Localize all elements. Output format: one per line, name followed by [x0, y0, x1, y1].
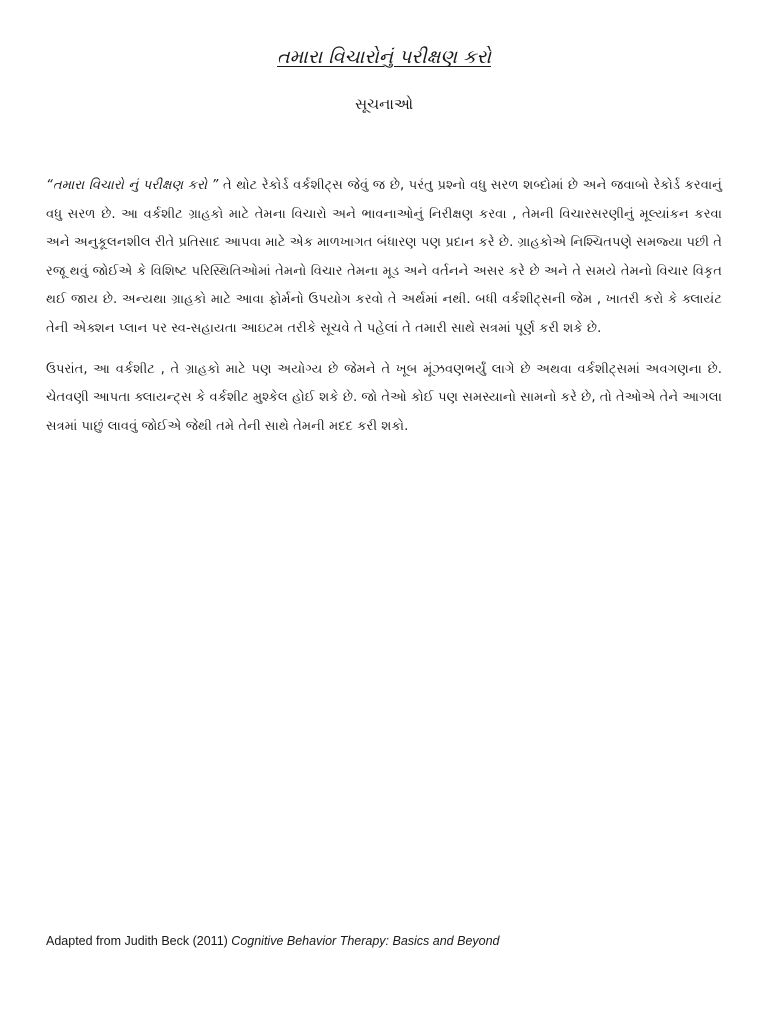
- citation-book-title: Cognitive Behavior Therapy: Basics and Beyond: [231, 934, 500, 948]
- citation-prefix: Adapted from Judith Beck (2011): [46, 934, 232, 948]
- paragraph-text: તે થોટ રેકોર્ડ વર્કશીટ્સ જેવું જ છે, પરંતુ પ્રશ્નો વધુ સરળ શબ્દોમાં છે અને જવાબો રેકોર્ડ કરવાનું વધુ સરળ છે. આ વર્કશીટ ગ્રાહકો માટે તેમના વિચારો અને ભાવનાઓનું નિરીક્ષણ કરવા , તેમની વિચારસરણીનું મૂલ્યાંકન કરવા અને અનુકૂલનશીલ રીતે પ્રતિસાદ આપવા માટે એક માળખાગત બંધારણ પણ પ્રદાન કરે છે. ગ્રાહકોએ નિશ્ચિતપણે સમજ્યા પછી તે રજૂ થવું જોઈએ કે વિશિષ્ટ પરિસ્થિતિઓમાં તેમનો વિચાર તેમના મૂડ અને વર્તનને અસર કરે છે અને તે સમયે તેમનો વિચાર વિકૃત થઈ જાય છે. અન્યથા ગ્રાહકો માટે આવા ફોર્મનો ઉપયોગ કરવો તે અર્થમાં નથી. બધી વર્કશીટ્સની જેમ , ખાતરી કરો કે ક્લાયંટ તેની એક્શન પ્લાન પર સ્વ-સહાયતા આઇટમ તરીકે સૂચવે તે પહેલાં તે તમારી સાથે સત્રમાં પૂર્ણ કરી શકે છે.: [46, 178, 722, 336]
- footer-citation: [46, 934, 500, 948]
- paragraph-lead: “તમારા વિચારો નું પરીક્ષણ કરો ”: [46, 178, 219, 193]
- paragraph-instructions: [46, 172, 722, 344]
- page-title: તમારા વિચારોનું પરીક્ષણ કરો: [277, 46, 491, 68]
- page-subtitle: સૂચનાઓ: [354, 95, 414, 113]
- paragraph-caution: ઉપરાંત, આ વર્કશીટ , તે ગ્રાહકો માટે પણ અયોગ્ય છે જેમને તે ખૂબ મૂંઝવણભર્યું લાગે છે અથવા વર્કશીટ્સમાં અવગણના છે. ચેતવણી આપતા ક્લાયન્ટ્સ કે વર્કશીટ મુશ્કેલ હોઈ શકે છે. જો તેઓ કોઈ પણ સમસ્યાનો સામનો કરે છે, તો તેઓએ તેને આગલા સત્રમાં પાછું લાવવું જોઈએ જેથી તમે તેની સાથે તેમની મદદ કરી શકો.: [46, 361, 722, 434]
- document-body: [46, 172, 722, 453]
